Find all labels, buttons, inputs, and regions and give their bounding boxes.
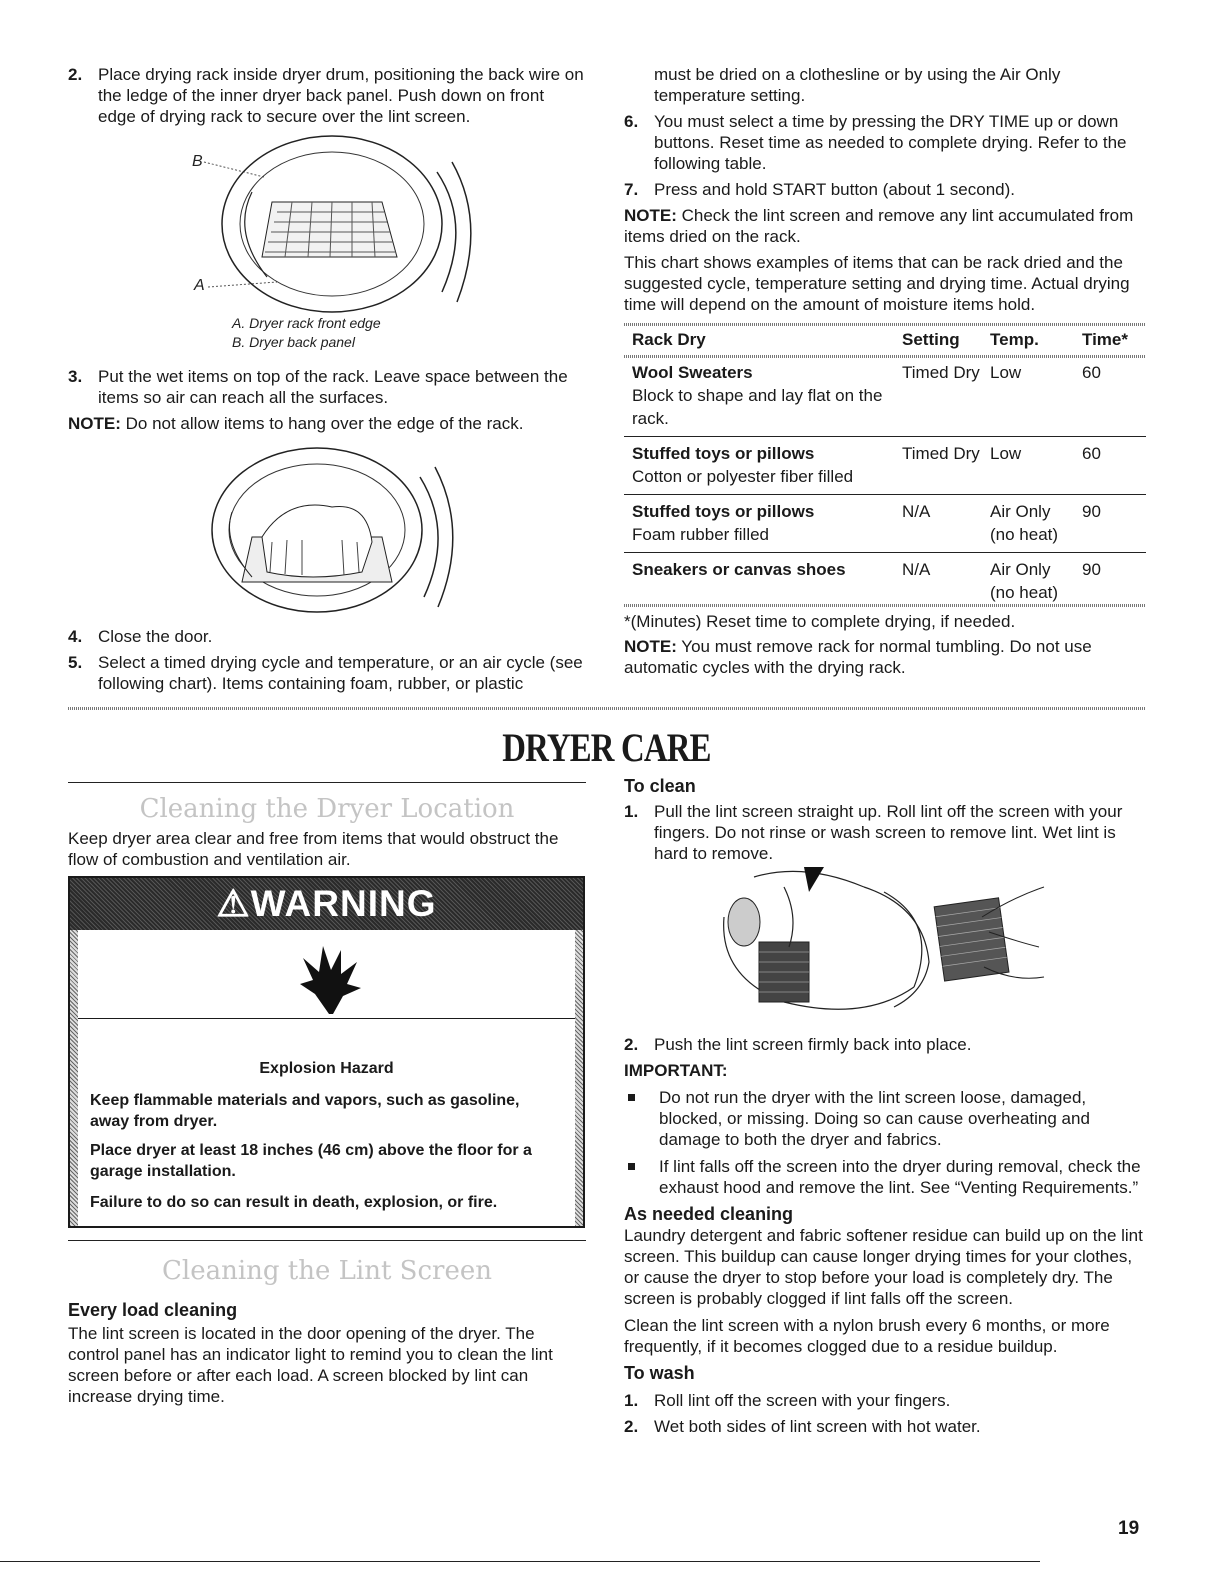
figure-label-a: A: [194, 277, 205, 294]
rack-dry-rows: [624, 358, 1146, 604]
row-temp: Low: [990, 444, 1022, 463]
section-text: Laundry detergent and fabric softener residue can build up on the lint screen. This buildup can cause longer drying times for your clothes, or cause the dryer to stop before your load is completely dry. The screen is probably clogged if lint falls off the screen.: [624, 1226, 1143, 1308]
warning-header: [70, 878, 583, 930]
table-footnote: *(Minutes) Reset time to complete drying, if needed.: [624, 612, 1016, 631]
subsection-heading: To wash: [624, 1363, 695, 1383]
step-5: [68, 652, 586, 694]
step-number: 7.: [624, 180, 639, 199]
step-7: [624, 179, 1146, 200]
step-text: Push the lint screen firmly back into place.: [654, 1035, 972, 1054]
bullet-text: Do not run the dryer with the lint screen loose, damaged, blocked, or missing. Doing so can cause overheating and damage to both the dryer and fabrics.: [659, 1088, 1090, 1149]
row-item: Stuffed toys or pillows: [632, 444, 815, 463]
step-3: [68, 366, 586, 408]
hazard-title: Explosion Hazard: [259, 1060, 394, 1077]
row-item: Stuffed toys or pillows: [632, 502, 815, 521]
row-temp-note: (no heat): [990, 583, 1059, 602]
right-top-column: [624, 64, 1146, 678]
step-text: Select a timed drying cycle and temperature, or an air cycle (see following chart). Items containing foam, rubber, or plastic: [98, 653, 583, 693]
note-label: NOTE:: [68, 414, 121, 433]
row-setting: Timed Dry: [902, 363, 980, 382]
subsection-heading: Every load cleaning: [68, 1300, 238, 1320]
rack-dry-table-body: [624, 326, 1146, 355]
continued-text: must be dried on a clothesline or by using the Air Only temperature setting.: [654, 65, 1061, 105]
subsection-heading: To clean: [624, 776, 696, 796]
note: [624, 636, 1146, 678]
figure-caption-b: B. Dryer back panel: [232, 334, 355, 350]
table-header-row: [624, 326, 1146, 355]
step-text: Pull the lint screen straight up. Roll lint off the screen with your fingers. Do not rinse or wash screen to remove lint. Wet lint is hard to remove.: [654, 802, 1123, 863]
section-rule: [68, 1240, 586, 1241]
section-text: Clean the lint screen with a nylon brush every 6 months, or more frequently, if it becomes clogged due to a residue buildup.: [624, 1316, 1110, 1356]
step-2: [68, 64, 586, 127]
note-text: You must remove rack for normal tumbling. Do not use automatic cycles with the drying rack.: [624, 637, 1092, 677]
step-text: Roll lint off the screen with your fingers.: [654, 1391, 951, 1410]
row-temp: Air Only: [990, 560, 1051, 579]
section-divider: [68, 707, 1146, 710]
warning-title: ⚠WARNING: [216, 883, 437, 924]
row-time: 60: [1082, 444, 1101, 463]
important-bullet-2: [624, 1156, 1146, 1198]
bullet-text: If lint falls off the screen into the dryer during removal, check the exhaust hood and remove the lint. See “Venting Requirements.”: [659, 1157, 1141, 1197]
left-bottom-column: [68, 792, 586, 870]
figure-caption-a: A. Dryer rack front edge: [232, 315, 381, 331]
step-6: [624, 111, 1146, 174]
row-desc: Block to shape and lay flat on the rack.: [632, 386, 883, 428]
step-text: You must select a time by pressing the DRY TIME up or down buttons. Reset time as needed to complete drying. Refer to the following table.: [654, 112, 1127, 173]
step-number: 1.: [624, 1391, 639, 1410]
left-bottom-column-2: [68, 1254, 586, 1407]
note-label: NOTE:: [624, 206, 677, 225]
rack-dry-table: [624, 323, 1146, 607]
row-setting: N/A: [902, 502, 931, 521]
step-number: 2.: [624, 1035, 639, 1054]
step-number: 3.: [68, 367, 83, 386]
bullet-icon: [628, 1163, 635, 1170]
page-number: 19: [1118, 1518, 1140, 1539]
row-time: 90: [1082, 560, 1101, 579]
explosion-icon: [295, 944, 363, 1014]
row-temp: Low: [990, 363, 1022, 382]
row-desc: Cotton or polyester fiber filled: [632, 467, 854, 486]
step-number: 4.: [68, 627, 83, 646]
row-item: Wool Sweaters: [632, 363, 753, 382]
row-temp: Air Only: [990, 502, 1051, 521]
rack-with-items-illustration: [192, 442, 462, 622]
bullet-icon: [628, 1094, 635, 1101]
wash-step-2: [624, 1416, 1146, 1437]
table-row: [624, 495, 1146, 553]
table-row: [624, 358, 1146, 437]
subsection-heading: As needed cleaning: [624, 1204, 794, 1224]
section-title-dryer-location: Cleaning the Dryer Location: [139, 794, 515, 824]
row-time: 90: [1082, 502, 1101, 521]
note-label: NOTE:: [624, 637, 677, 656]
clean-step-1: [624, 801, 1146, 864]
row-setting: Timed Dry: [902, 444, 980, 463]
step-text: Close the door.: [98, 627, 213, 646]
row-item: Sneakers or canvas shoes: [632, 560, 846, 579]
step-text: Put the wet items on top of the rack. Leave space between the items so air can reach all the surfaces.: [98, 367, 568, 407]
hazard-line-1: Keep flammable materials and vapors, such as gasoline, away from dryer.: [90, 1092, 520, 1130]
dryer-rack-illustration: [172, 132, 482, 322]
step-number: 1.: [624, 802, 639, 821]
step-number: 2.: [624, 1417, 639, 1436]
table-row: [624, 437, 1146, 495]
table-header: Temp.: [990, 330, 1039, 349]
step-4: [68, 626, 586, 647]
note: [68, 413, 586, 434]
figure-label-b: B: [192, 153, 203, 170]
row-desc: Foam rubber filled: [632, 525, 770, 544]
row-time: 60: [1082, 363, 1101, 382]
hazard-line-2: Place dryer at least 18 inches (46 cm) above the floor for a garage installation.: [90, 1142, 532, 1180]
step-number: 5.: [68, 653, 83, 672]
note-text: Do not allow items to hang over the edge of the rack.: [120, 414, 524, 433]
step-number: 2.: [68, 65, 83, 84]
important-label: IMPORTANT:: [624, 1061, 728, 1080]
right-bottom-column: [624, 776, 1146, 1442]
section-title-lint-screen: Cleaning the Lint Screen: [161, 1256, 492, 1286]
lint-screen-illustration: [714, 867, 1074, 1032]
note: [624, 205, 1146, 247]
table-header: Time*: [1082, 330, 1128, 349]
section-text: Keep dryer area clear and free from items that would obstruct the flow of combustion and ventilation air.: [68, 829, 559, 869]
clean-step-2: [624, 1034, 1146, 1055]
step-text: Place drying rack inside dryer drum, positioning the back wire on the ledge of the inner dryer back panel. Push down on front edge of drying rack to secure over the lint screen.: [98, 65, 584, 126]
important-bullet-1: [624, 1087, 1146, 1150]
table-header: Setting: [902, 330, 960, 349]
section-text: The lint screen is located in the door opening of the dryer. The control panel has an indicator light to remind you to clean the lint screen before or after each load. A screen blocked by lint can increase drying time.: [68, 1324, 553, 1406]
wash-step-1: [624, 1390, 1146, 1411]
warning-box: [68, 876, 585, 1228]
step-text: Press and hold START button (about 1 second).: [654, 180, 1015, 199]
left-top-column: [68, 64, 586, 699]
section-rule: [68, 782, 586, 783]
row-temp-note: (no heat): [990, 525, 1059, 544]
table-header: Rack Dry: [632, 330, 706, 349]
step-number: 6.: [624, 112, 639, 131]
note-text: Check the lint screen and remove any lint accumulated from items dried on the rack.: [624, 206, 1134, 246]
step-text: Wet both sides of lint screen with hot water.: [654, 1417, 981, 1436]
page-title: DRYER CARE: [502, 725, 711, 770]
chart-intro: This chart shows examples of items that can be rack dried and the suggested cycle, temperature setting and drying time. Actual drying time will depend on the amount of moisture items hold.: [624, 253, 1130, 314]
row-setting: N/A: [902, 560, 931, 579]
page-bottom-rule: [0, 1561, 1040, 1562]
hazard-line-3: Failure to do so can result in death, explosion, or fire.: [90, 1194, 498, 1211]
table-row: [624, 553, 1146, 605]
